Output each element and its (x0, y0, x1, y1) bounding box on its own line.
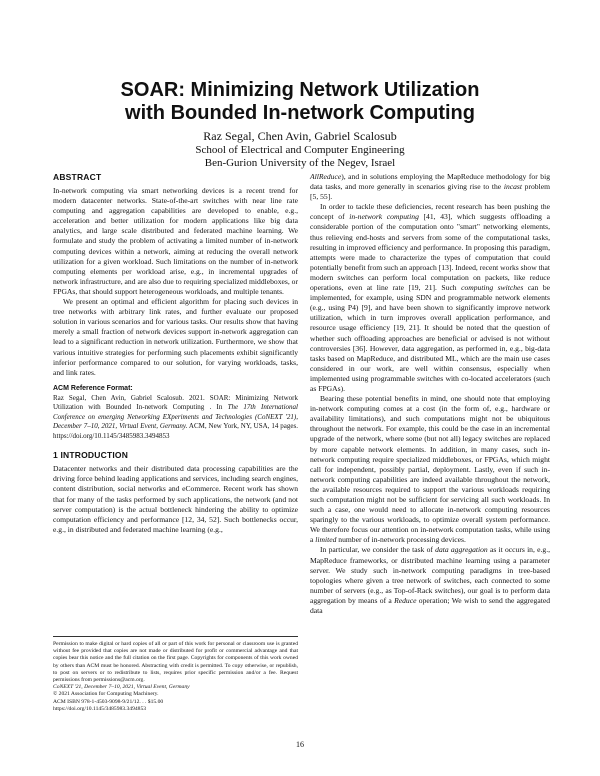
introduction-paragraph-1: Datacenter networks and their distributed data processing capabilities are the driving force behind leading applications and services, including search engines, content distribution, social networks and eCommerce. Recent work has shown that for many of the tasks performed by such applications, the network (and not server computation) is the actual bottleneck hindering the ability to optimize computation efficiency and performance [12, 34, 52]. Such bottlenecks occur, e.g., in distributed and federated machine learning (e.g., (53, 464, 298, 534)
right-paragraph-4 (310, 545, 550, 616)
left-column (53, 172, 298, 535)
data-aggregation-term: data aggregation (435, 545, 488, 555)
incast-term: incast (503, 182, 522, 192)
right-p1-end: problem [5, 55]. (310, 182, 550, 202)
page-number: 16 (296, 740, 304, 749)
permission-isbn: ACM ISBN 978-1-4503-9098-9/21/12. . . $15.00 (53, 698, 164, 705)
limited-term: limited (315, 535, 337, 545)
reference-format-venue: The 17th International Conference on emerging Networking EXperiments and Technologies (CoNEXT '21), December 7–10, 2021, Virtual Event, Germany. (53, 403, 298, 431)
affiliation-school: School of Electrical and Computer Engineering (195, 144, 405, 156)
right-p2-text-e: can be implemented, for example, using SDN and programmable network elements (e.g., using P4) [9], and have been shown to significantly improve network utilization, which in turn improves overall application performance, and resource usage efficiency [19, 21]. It should be noted that the question of whether such offloading approaches are beneficial or advised is not without controversies [36]. However, data aggregation, as performed in, e.g., big-data tasks based on MapReduce, and distributed ML, which are the main use cases considered in our work, are well within consensus, especially when implemented using programmable switches with co-located accelerators (such as FPGAs). (310, 283, 550, 393)
abstract-paragraph-1: In-network computing via smart networking devices is a recent trend for modern datacenter networks. State-of-the-art switches with near line rate computing and aggregation capabilities are developed to enable, e.g., acceleration and better utilization for modern applications like big data analytics, and large scale distributed and federated machine learning. We formulate and study the problem of activating a limited number of in-network computing devices within a network, aiming at reducing the overall network utilization for a given workload. Such limitations on the number of in-network computing elements per workload arise, e.g., in incremental upgrades of network infrastructure, and are also due to requiring specialized middleboxes, or FPGAs, that should support heterogeneous workloads, and multiple tenants. (53, 186, 298, 296)
permission-venue-text: CoNEXT '21, December 7–10, 2021, Virtual Event, Germany (53, 684, 190, 691)
paper-title (0, 79, 600, 125)
in-network-computing-term: in-network computing (349, 212, 419, 222)
abstract-heading: ABSTRACT (53, 172, 102, 182)
reference-format-body (53, 394, 298, 442)
right-paragraph-3 (310, 394, 550, 545)
permission-footnote (53, 636, 298, 713)
permission-text: Permission to make digital or hard copies of all or part of this work for personal or classroom use is granted without fee provided that copies are not made or distributed for profit or commercial advantage and that copies bear this notice and the full citation on the first page. Copyrights for components of this work owned by others than ACM must be honored. Abstracting with credit is permitted. To copy otherwise, or republish, to post on servers or to redistribute to lists, requires prior specific permission and/or a fee. Request permissions from permissions@acm.org. (53, 641, 298, 684)
title-line-1: SOAR: Minimizing Network Utilization (120, 79, 480, 101)
right-p4-text-e: operation; We wish to send the aggregated data (310, 595, 550, 616)
title-line-2: with Bounded In-network Computing (125, 102, 475, 124)
right-p3-end: number of in-network processing devices. (336, 535, 466, 545)
allreduce-term: AllReduce (310, 172, 342, 181)
right-p1-text: ), and in solutions employing the MapReduce methodology for big data tasks, and more generally in scenarios giving rise to the (310, 172, 550, 192)
reference-format-heading: ACM Reference Format: (53, 384, 133, 392)
right-p4-text-a: In particular, we consider the task of (320, 545, 436, 555)
right-column (310, 172, 550, 616)
author-names: Raz Segal, Chen Avin, Gabriel Scalosub (203, 129, 397, 143)
permission-doi: https://doi.org/10.1145/3485983.3494853 (53, 705, 147, 712)
right-p4-text-c: as it occurs in, e.g., MapReduce frameworks, or distributed machine learning using a parameter server. We study such in-network computing paradigms in tree-based topologies where given a tree network of switches, each connected to some number of servers (e.g., as Top-of-Rack switches), our goal is to perform data aggregation by means of a (310, 545, 550, 605)
right-paragraph-1 (310, 172, 550, 202)
right-p2-text-a: In order to tackle these deficiencies, recent research has been pushing the concept of (310, 202, 550, 222)
author-block (0, 128, 600, 170)
introduction-heading: 1 INTRODUCTION (53, 450, 129, 461)
reference-format-post: ACM, New York, NY, USA, 14 pages. https://doi.org/10.1145/3485983.3494853 (53, 422, 298, 440)
right-paragraph-2 (310, 202, 550, 394)
reference-format-pre: Raz Segal, Chen Avin, Gabriel Scalosub. 2021. SOAR: Minimizing Network Utilization with Bounded In-network Computing . In (53, 393, 298, 412)
abstract-paragraph-2: We present an optimal and efficient algorithm for placing such devices in tree networks with arbitrary link rates, and further evaluate our proposed solution in various scenarios and for various tasks. Our results show that having merely a small fraction of network devices support in-network aggregation can lead to a significant reduction in network utilization. Furthermore, we show that various intuitive strategies for performing such placements exhibit significantly inferior performance compared to our solution, for varying workloads, tasks, and link rates. (53, 297, 298, 377)
right-p3-text: Bearing these potential benefits in mind, one should note that employing in-network computing comes at a cost (in the form of, e.g., hardware or availability limitations), and such computations might not be ubiquitous throughout the network. For example, this could be the case in an incremental upgrade of the network, where some (but not all) legacy switches are replaced by more capable network elements. In addition, in many cases, such in-network computing require specialized middleboxes, or FPGAs, which might call for independent, possibly partial, deployment. Lastly, even if such in-network computing capabilities are indeed available throughout the network, the available resources required to support the various workloads requiring such computation might not be sufficient for servicing all such workloads. In such a case, one would need to allocate in-network computing resources sparingly to the various workloads, to optimize overall system performance. We therefore focus our attention on in-network computation tasks, while using a (310, 394, 550, 545)
affiliation-university: Ben-Gurion University of the Negev, Israel (204, 157, 396, 169)
reduce-term: Reduce (394, 595, 417, 605)
computing-switches-term: computing switches (461, 283, 524, 293)
right-p2-text-c: [41, 43], which suggests offloading a considerable portion of the computation onto "smart" networking elements, thus relieving end-hosts and servers from some of the computational tasks, resulting in improved efficiency and performance. In proposing this paradigm, attempts were made to characterize the types of computation that could potentially benefit from such an approach [13]. Indeed, recent works show that modern switches can perform local computation on packets, like reduce operations, even at line rate [19, 21]. Such (310, 212, 551, 293)
permission-copyright: © 2021 Association for Computing Machinery. (53, 691, 159, 698)
